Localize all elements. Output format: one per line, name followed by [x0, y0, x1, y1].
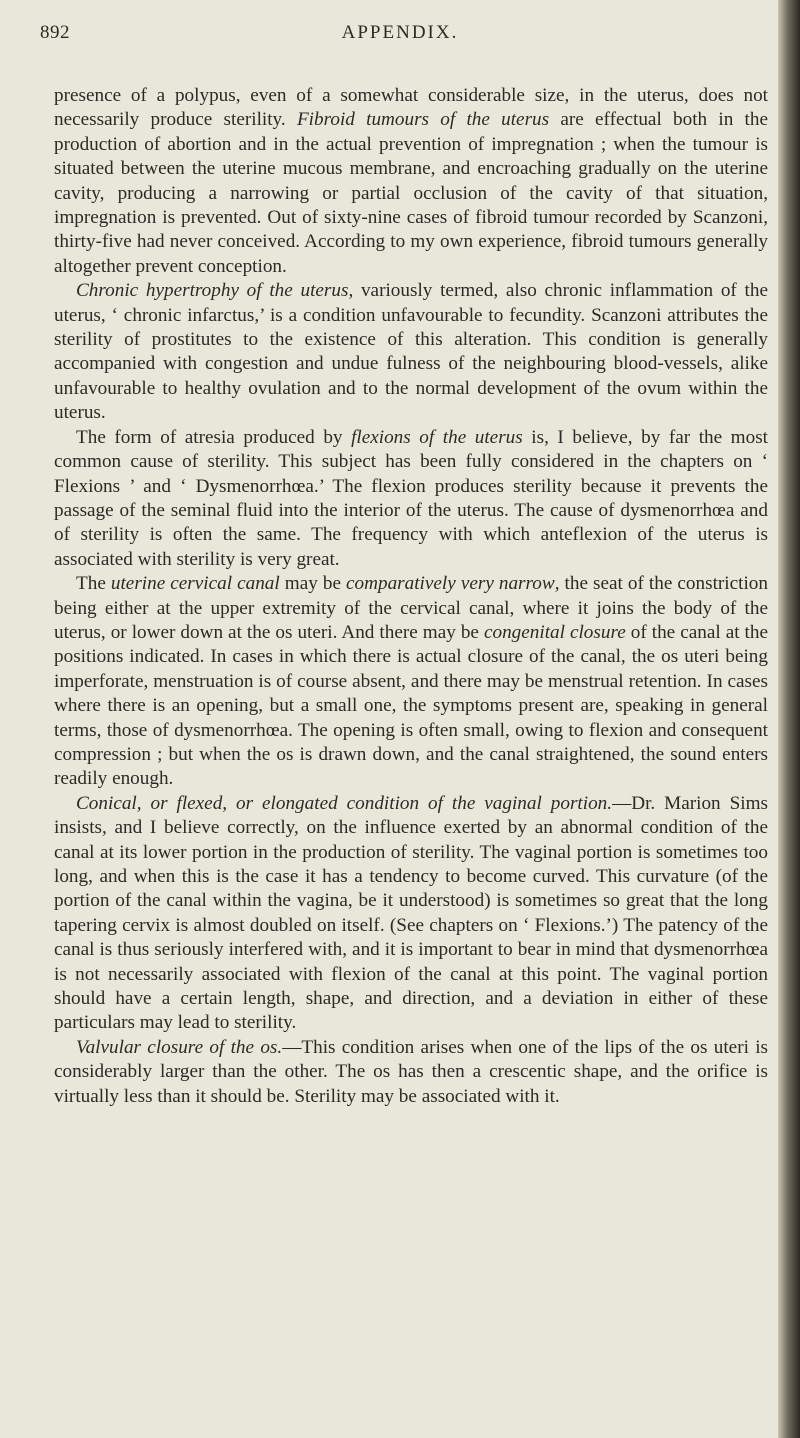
- italic-phrase: uterine cervical canal: [110, 573, 280, 595]
- text-run: The form of atresia produced by: [76, 426, 352, 448]
- text-run: may be: [279, 573, 347, 595]
- paragraph: [54, 1036, 768, 1109]
- paragraph: [54, 792, 768, 1036]
- running-head: APPENDIX.: [341, 22, 459, 43]
- body-text: [54, 84, 768, 1109]
- italic-phrase: comparatively very narrow: [346, 573, 555, 595]
- paragraph: [54, 84, 768, 279]
- text-run: of the canal at the positions indicated. In cases in which there is actual closure of the canal, the os uteri being imperforate, menstruation is of course absent, and there may be menstrual retention. In cases where there is an opening, but a small one, the symptoms present are, speaking in general terms, those of dysmenorrhœa. The opening is often small, owing to flexion and consequent compression ; but when the os is drawn down, and the canal straightened, the sound enters readily enough.: [54, 621, 768, 790]
- italic-phrase: Fibroid tumours of the uterus: [296, 109, 550, 131]
- text-run: , variously termed, also chronic inflammation of the uterus, ‘ chronic infarctus,’ is a condition unfavourable to fecundity. Scanzoni attributes the sterility of prostitutes to the existence of this alteration. This condition is generally accompanied with congestion and undue fulness of the neighbouring blood-vessels, alike unfavourable to healthy ovulation and to the normal development of the ovum within the uterus.: [54, 280, 768, 424]
- text-run: The: [76, 573, 111, 595]
- page-number: 892: [40, 22, 70, 43]
- italic-phrase: flexions of the uterus: [351, 426, 523, 448]
- italic-phrase: Valvular closure of the os.: [76, 1036, 283, 1058]
- paragraph: [54, 572, 768, 792]
- text-run: , the seat of the constriction being either at the upper extremity of the cervical canal, where it joins the body of the uterus, or lower down at the os uteri. And there may be: [54, 573, 768, 643]
- page-binding-edge: [778, 0, 800, 1438]
- text-run: is, I believe, by far the most common cause of sterility. This subject has been fully considered in the chapters on ‘ Flexions ’ and ‘ Dysmenorrhœa.’ The flexion produces sterility because it prevents the passage of the seminal fluid into the interior of the uterus. The cause of dysmenorrhœa and of sterility is often the same. The frequency with which anteflexion of the uterus is associated with sterility is very great.: [54, 426, 769, 570]
- italic-phrase: Conical, or flexed, or elongated condition of the vaginal portion.: [76, 792, 613, 814]
- text-run: are effectual both in the production of abortion and in the actual prevention of impregnation ; when the tumour is situated between the uterine mucous membrane, and encroaching gradually on the uterine cavity, producing a narrowing or partial occlusion of the cavity of that situation, impregnation is prevented. Out of sixty-nine cases of fibroid tumour recorded by Scanzoni, thirty-five had never conceived. According to my own experience, fibroid tumours generally altogether prevent conception.: [54, 109, 768, 277]
- page-header: [40, 22, 760, 52]
- text-run: —This condition arises when one of the lips of the os uteri is considerably larger than the other. The os has then a crescentic shape, and the orifice is virtually less than it should be. Sterility may be associated with it.: [54, 1036, 768, 1107]
- paragraph: [54, 279, 768, 425]
- text-run: presence of a polypus, even of a somewhat considerable size, in the uterus, does not necessarily produce sterility.: [54, 85, 768, 131]
- text-run: —Dr. Marion Sims insists, and I believe correctly, on the influence exerted by an abnormal condition of the canal at its lower portion in the production of sterility. The vaginal portion is sometimes too long, and when this is the case it has a tendency to become curved. This curvature (of the portion of the canal within the vagina, be it understood) is sometimes so great that the long tapering cervix is almost doubled on itself. (See chapters on ‘ Flexions.’) The patency of the canal is thus seriously interfered with, and it is important to bear in mind that dysmenorrhœa is not necessarily associated with flexion of the canal at this point. The vaginal portion should have a certain length, shape, and direction, and a deviation in either of these particulars may lead to sterility.: [54, 792, 768, 1034]
- paragraph: [54, 426, 768, 572]
- italic-phrase: Chronic hypertrophy of the uterus: [76, 280, 349, 302]
- italic-phrase: congenital closure: [483, 621, 626, 643]
